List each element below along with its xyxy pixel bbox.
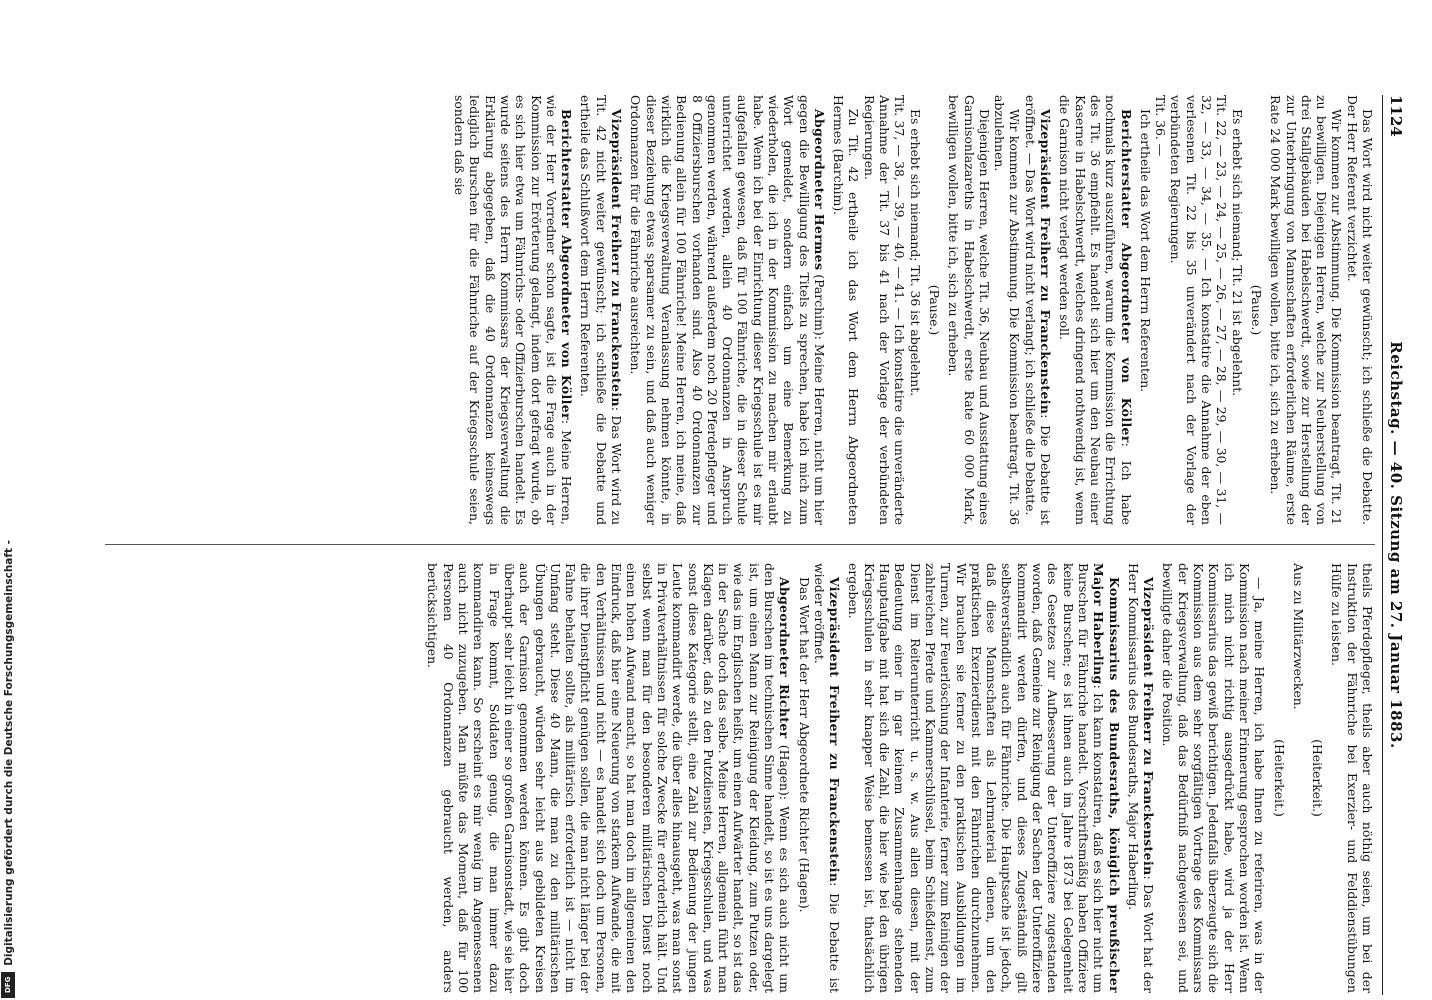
speech-paragraph <box>846 563 1121 993</box>
body-paragraph: Tit. 22, — 23, — 24, — 25, — 26, — 27, — 28, — 29, — 30, — 31, — 32, — 33, — 34, — 35. — Ich konstatire die Annahme der eben verlesenen Tit. 22 bis 35 unverändert nach der Vorlage der verbündeten Regierungen. <box>1168 95 1230 525</box>
speech-text: (Parchim): Meine Herren, nicht um hier gegen die Bewilligung des Titels zu sprechen, habe ich mich zum Wort gemeldet, sondern einfach um eine Bemerkung zu wiederholen, die ich in der Kommission zu machen mir erlaubt habe. Wenn ich bei der Einrichtung dieser Kriegsschule ist es mir aufgefallen gewesen, daß für 100 Fähnriche, die in dieser Schule unterrichtet werden, allein 40 Ordonnanzen in Anspruch genommen werden, während außerdem noch 20 Pferdepfleger und 8 Offiziersburschen vorhanden sind. Also 40 Ordonnanzen zur Bedienung allein für 100 Fähnriche! Meine Herren, ich meine, daß wirklich die Kriegsverwaltung Veranlassung nehmen könnte, in dieser Beziehung etwas sparsamer zu sein, und daß auch weniger Ordonnanzen für die Fähnriche ausreichten. <box>628 95 827 525</box>
speaker-name: Berichterstatter Abgeordneter von Köller <box>559 109 575 420</box>
speech-text: (Hagen): Wenn es sich auch nicht um den Burschen im technischen Sinne handelt, so ist es uns dargelegt ist, um einen Mann zur Reinigung der Kleidung, zum Putzen oder, wie das im Englischen heißt, um einen Aufwärter handelt, so ist das in der Sache doch das selbe. Meine Herren, allgemein führt man Klagen darüber, daß zu den Putzdiensten, Kriegsschulen, und was sonst diese Kategorie stellt, eine Zahl zur Bedienung der jungen Leute kommandirt werde, die über alles hinausgeht, was man sonst in Privatverhältnissen für solche Zwecke für erforderlich hält. Und selbst wenn man für den besonderen militärischen Dienst noch einen hohen Aufwand macht, so hat man doch im allgemeinen den Eindruck, daß hier eine Neuerung von starkem Aufwande, die mit den Verhältnissen und nicht — es handelt sich doch um Personen, die ihrer Dienstpflicht genügen sollen, die man nicht länger bei der Fahne behalten sollte, als militärisch erforderlich ist — nicht im Umfang steht. Diese 40 Mann, die man zu den militärischen Übungen gebraucht, würden sehr leicht aus gebildeten Kreisen auch der Garnison genommen werden können. Es gibt doch überhaupt sehr leicht in einer so großen Garnisonstadt, wie sie hier in Frage kommt, Soldaten genug, die man immer dazu kommandiren kann. So erscheint es mir wenig im Angemessenen auch nicht zuzugeben. Man müßte das Moment, daß für 100 Personen 40 Ordonnanzen gebraucht werden, anders berücksichtigen. <box>425 563 793 993</box>
column-divider <box>105 544 1375 545</box>
speaker-name: Vizepräsident Freiherr zu Franckenstein <box>827 577 843 883</box>
body-paragraph: — Ja, meine Herren, ich habe Ihnen zu referiren, was in der Kommission nach meiner Erinnerung gesprochen worden ist. Wenn ich mich nicht richtig ausgedrückt habe, wird ja der Herr Kommissarius das gewiß berichtigen. Jedenfalls überzeugte sich die Kommission aus dem sehr sorgfältigen Vortrage des Kommissars der Kriegsverwaltung, daß das Bedürfniß nachgewiesen sei, und bewilligte daher die Position. <box>1160 563 1268 993</box>
running-title: Reichstag. — 40. Sitzung am 27. Januar 1883. <box>1387 341 1405 749</box>
speaker-name: Berichterstatter Abgeordneter von Köller <box>1118 109 1134 443</box>
speech-text: : Das Wort wird zu Tit. 42 nicht weiter gewünscht; ich schließe die Debatte und ertheile das Schlußwort dem Herrn Referenten. <box>578 95 625 525</box>
body-paragraph: Aus zu Militärzwecken. <box>1290 563 1306 710</box>
body-paragraph: Wir kommen zur Abstimmung. Die Kommission beantragt, Tit. 36 abzulehnen. <box>992 95 1023 525</box>
body-paragraph: Es erhebt sich niemand; Tit. 21 ist abgelehnt. <box>1229 109 1245 397</box>
speech-paragraph <box>452 95 574 525</box>
page-number: 1124 <box>1387 95 1405 137</box>
speech-text: : Die Debatte ist wieder eröffnet. <box>811 563 843 993</box>
footer <box>0 0 18 1000</box>
stage-direction: (Pause.) <box>1248 284 1264 336</box>
stage-direction: (Heiterkeit.) <box>1310 739 1326 817</box>
speech-paragraph <box>1057 95 1133 525</box>
body-paragraph: theils Pferdepfleger, theils aber auch nöthig seien, um bei der Instruktion der Fähnriche bei Exerzier- und Felddienstübungen Hülfe zu leisten. <box>1329 563 1375 993</box>
speech-text: : Ich kann konstatiren, daß es sich hier nicht um Burschen für Fähnriche handelt. Vorschriftsmäßig haben Offiziere keine Burschen; es ist ihnen auch im Jahre 1873 bei Gelegenheit des Gesetzes zur Aufbesserung der Unteroffiziere zugestanden worden, daß Gemeine zur Reinigung der Sachen der Unteroffiziere kommandirt werden dürfen, und dieses Zugeständniß gilt selbstverständlich auch für Fähnriche. Die Hauptsache ist jedoch, daß diese Mannschaften als Lehrmaterial dienen, um den praktischen Exerzierdienst mit den Fähnrichen durchzunehmen. Wir brauchen sie ferner zu den praktischen Ausbildungen im Turnen, zur Feuerlöschung der Infanterie, ferner zum Reinigen der zahlreichen Pferde und Kammerschlüssel, beim Schießdienst, zum Dienst im Reiterunterricht u. s. w. Aus allen diesen, mit der Bedeutung einer in gar keinem Zusammenhange stehenden Hauptaufgabe mit hat sich die Zahl, die hier wie bei den übrigen Kriegsschulen in sehr knapper Weise bemessen ist, thatsächlich ergeben. <box>846 563 1107 993</box>
rotated-page-content <box>95 95 1405 995</box>
stage-direction: (Pause.) <box>926 284 942 336</box>
body-paragraph: Ich ertheile das Wort dem Herrn Referenten. <box>1137 109 1153 393</box>
speaker-name: Vizepräsident Freiherr zu Franckenstein <box>1038 109 1054 415</box>
body-paragraph: Diejenigen Herren, welche Tit. 36, Neubau und Ausstattung eines Garnisonlazareths in Habelschwerdt, erste Rate 60 000 Mark, bewilligen wollen, bitte ich, sich zu erheben. <box>946 95 992 525</box>
footer-credit: Digitalisierung gefördert durch die Deutsche Forschungsgemeinschaft - <box>3 540 15 966</box>
speech-paragraph <box>578 95 624 525</box>
speaker-name: Abgeordneter Hermes <box>811 109 827 271</box>
speech-paragraph <box>425 563 792 993</box>
speech-paragraph <box>812 563 843 993</box>
body-paragraph: Tit. 37, — 38, — 39, — 40, — 41. — Ich konstatire die unveränderte Annahme der Tit. 37 bis 41 nach der Vorlage der verbündeten Regierungen. <box>861 95 908 525</box>
body-paragraph: Das Wort hat der Herr Abgeordnete Richter (Hagen). <box>796 577 812 913</box>
stage-direction: (Heiterkeit.) <box>1271 739 1287 817</box>
speech-paragraph <box>628 95 827 525</box>
body-paragraph: Das Wort wird nicht weiter gewünscht; ich schließe die Debatte. Der Herr Referent verzichtet. <box>1344 95 1375 525</box>
dfg-logo: DFG <box>1 972 15 998</box>
body-paragraph: Wir kommen zur Abstimmung. Die Kommission beantragt, Tit. 21 zu bewilligen. Diejenigen Herren, welche zur Neuherstellung von drei Stallgebäuden bei Habelschwerdt, sowie zur Herstellung der zur Unterbringung von Mannschaften erforderlichen Räume, erste Rate 24 000 Mark bewilligen wollen, bitte ich, sich zu erheben. <box>1268 95 1345 525</box>
body-paragraph: Tit. 36. — <box>1153 95 1169 157</box>
speech-text: : Meine Herren, wie der Herr Vorredner schon sagte, ist die Frage auch in der Kommission zur Erörterung gelangt, indem dort gefragt wurde, ob es sich hier etwa um Fähnrichs- oder Offizierburschen handelt. Es wurde seitens des Herrn Kommissars der Kriegsverwaltung die Erklärung abgegeben, daß die 40 Ordonnanzen keineswegs lediglich Burschen für die Fähnriche auf der Kriegsschule seien, sondern daß sie <box>452 95 575 525</box>
speaker-name: Vizepräsident Freiherr zu Franckenstein <box>609 109 625 407</box>
speech-paragraph <box>1022 95 1053 525</box>
speech-paragraph <box>1126 563 1157 993</box>
speaker-name: Vizepräsident Freiherr zu Franckenstein <box>1141 577 1157 876</box>
text-column-right <box>105 563 1375 993</box>
text-column-left <box>105 95 1375 525</box>
body-paragraph: Es erhebt sich niemand; Tit. 36 ist abgelehnt. <box>907 109 923 397</box>
speaker-name: Kommissarius des Bundesraths, königlich preußischer Major Haberling <box>1091 563 1122 993</box>
body-paragraph: Zu Tit. 42 ertheile ich das Wort dem Herrn Abgeordneten Hermes (Barchim). <box>831 95 862 525</box>
speaker-name: Abgeordneter Richter <box>777 577 793 739</box>
speech-text: : Die Debatte ist eröffnet. — Das Wort wird nicht verlangt; ich schließe die Debatte. <box>1022 95 1054 525</box>
speech-text: : Ich habe nochmals kurz auszuführen, warum die Kommission die Errichtung des Tit. 36 empfiehlt. Es handelt sich hier um den Neubau einer Kaserne in Habelschwerdt, welches dringend nothwendig ist, wenn die Garnison nicht verlegt werden soll. <box>1057 95 1134 525</box>
speech-text: : Das Wort hat der Herr Kommissarius des Bundesraths, Major Haberling. <box>1125 563 1157 993</box>
page-header <box>1382 95 1405 995</box>
